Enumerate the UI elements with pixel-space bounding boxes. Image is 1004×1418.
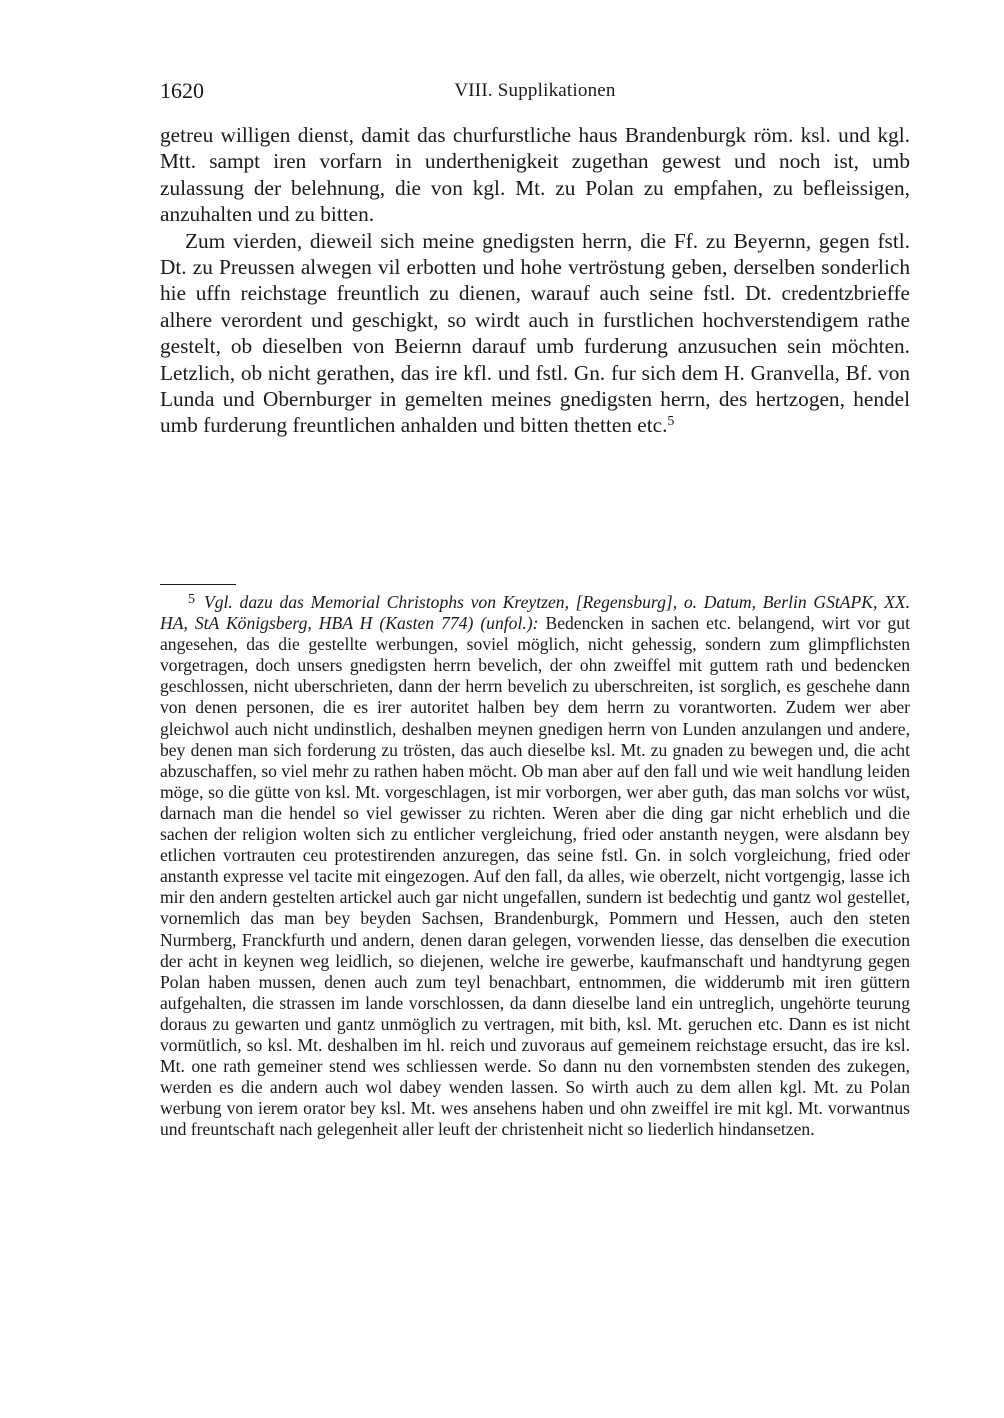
page-number: 1620 (160, 78, 204, 103)
paragraph-text: getreu willigen dienst, damit das churfurstliche haus Brandenburgk röm. ksl. und kgl. Mtt. sampt iren vorfarn in underthenigkeit zugethan gewest und noch ist, umb zulassung der belehnung, die von kgl. Mt. zu Polan zu empfahen, zu befleissigen, anzuhalten und zu bitten. (160, 123, 910, 227)
footnote-reference[interactable]: 5 (667, 414, 675, 430)
page-content (160, 78, 910, 439)
body-paragraph (160, 122, 910, 228)
running-head (160, 78, 910, 108)
footnote-separator (160, 584, 236, 585)
body-paragraph (160, 228, 910, 439)
footnote-number: 5 (188, 592, 195, 607)
body-text (160, 122, 910, 439)
footnote (160, 592, 910, 1140)
paragraph-text: Zum vierden, dieweil sich meine gnedigsten herrn, die Ff. zu Beyernn, gegen fstl. Dt. zu Preussen alwegen vil erbotten und hohe vertröstung geben, derselben sonderlich hie uffn reichstage freuntlich zu dienen, warauf auch seine fstl. Dt. credentzbrieffe alhere verordent und geschigkt, so wirdt auch in furstlichen hochverstendigem rathe gestelt, ob dieselben von Beiernn darauf umb furderung anzusuchen sein möchten. Letzlich, ob nicht gerathen, das ire kfl. und fstl. Gn. fur sich dem H. Granvella, Bf. von Lunda und Obernburger in gemelten meines gnedigsten herrn, des hertzogen, hendel umb furderung freuntlichen anhalden und bitten thetten etc. (160, 228, 910, 438)
running-title: VIII. Supplikationen (454, 80, 616, 101)
footnotes-section (160, 584, 910, 1140)
footnote-source: Vgl. dazu das Memorial Christophs von Kreytzen, [Regensburg], o. Datum, Berlin GStAPK, XX. HA, StA Königsberg, HBA H (Kasten 774) (unfol.): (160, 592, 910, 634)
footnote-text: Bedencken in sachen etc. belangend, wirt vor gut angesehen, das die gestellte werbungen, soviel möglich, nicht gehessig, sondern zum glimpflichsten vorgetragen, doch unsers gnedigsten herrn bevelich, der ohn zweiffel mit guttem rath und bedencken geschlossen, nicht uberschrieten, dann der herrn bevelich zu uberschreiten, ist sorglich, es geschehe dann von denen personen, die es irer autoritet halben bey dem herrn zu vorantworten. Zudem wer aber gleichwol auch nicht undinstlich, deshalben meynen gnedigen herrn von Lunden anzulangen und andere, bey denen man sich forderung zu trösten, das auch dieselbe ksl. Mt. zu gnaden zu bewegen und, die acht abzuschaffen, so viel mehr zu rathen haben möcht. Ob man aber auf den fall und wie weit handlung leiden möge, so die gütte von ksl. Mt. vorgeschlagen, ist mir vorborgen, wer aber guth, das man solchs vor wüst, darnach man die hendel so viel gewisser zu richten. Weren aber die ding gar nicht erheblich und die sachen der religion wolten sich zu entlicher vergleichung, fried oder anstanth neygen, were alsdann bey etlichen vortrauten ceu protestirenden anzuregen, das seine fstl. Gn. in solch vorgleichung, fried oder anstanth expresse vel tacite mit eingezogen. Auf den fall, da alles, wie oberzelt, nicht vortgengig, lasse ich mir den andern gestelten artickel auch gar nicht ungefallen, sundern ist bedechtig und gantz wol gestellet, vornemlich das man bey beyden Sachsen, Brandenburgk, Pommern und Hessen, auch den steten Nurmberg, Franckfurth und andern, denen daran gelegen, vorwenden liesse, das denselben die execution der acht in keynen weg leidlich, so diejenen, welche ire gewerbe, kaufmanschaft und handtyrung gegen Polan haben mussen, denen auch zum teyl benachbart, entnommen, die widderumb mit iren güttern aufgehalten, die strassen im lande vorschlossen, da dann dieselbe land ein untreglich, ungehörte teurung doraus zu gewarten und gantz unmöglich zu vertragen, mit bith, ksl. Mt. geruchen etc. Dann es ist nicht vormütlich, so ksl. Mt. deshalben im hl. reich und zuvoraus auf gemeinem reichstage ersucht, das ire ksl. Mt. one rath gemeiner stend wes schliessen werde. So dann nu den vornembsten stenden des zukegen, werden es die andern auch wol dabey wenden lassen. So wirth auch zu dem allen kgl. Mt. zu Polan werbung von ierem orator bey ksl. Mt. wes ansehens haben und ohn zweiffel ire mit kgl. Mt. vorwantnus und freuntschaft nach gelegenheit aller leuft der christenheit nicht so liederlich hindansetzen. (160, 613, 910, 1140)
